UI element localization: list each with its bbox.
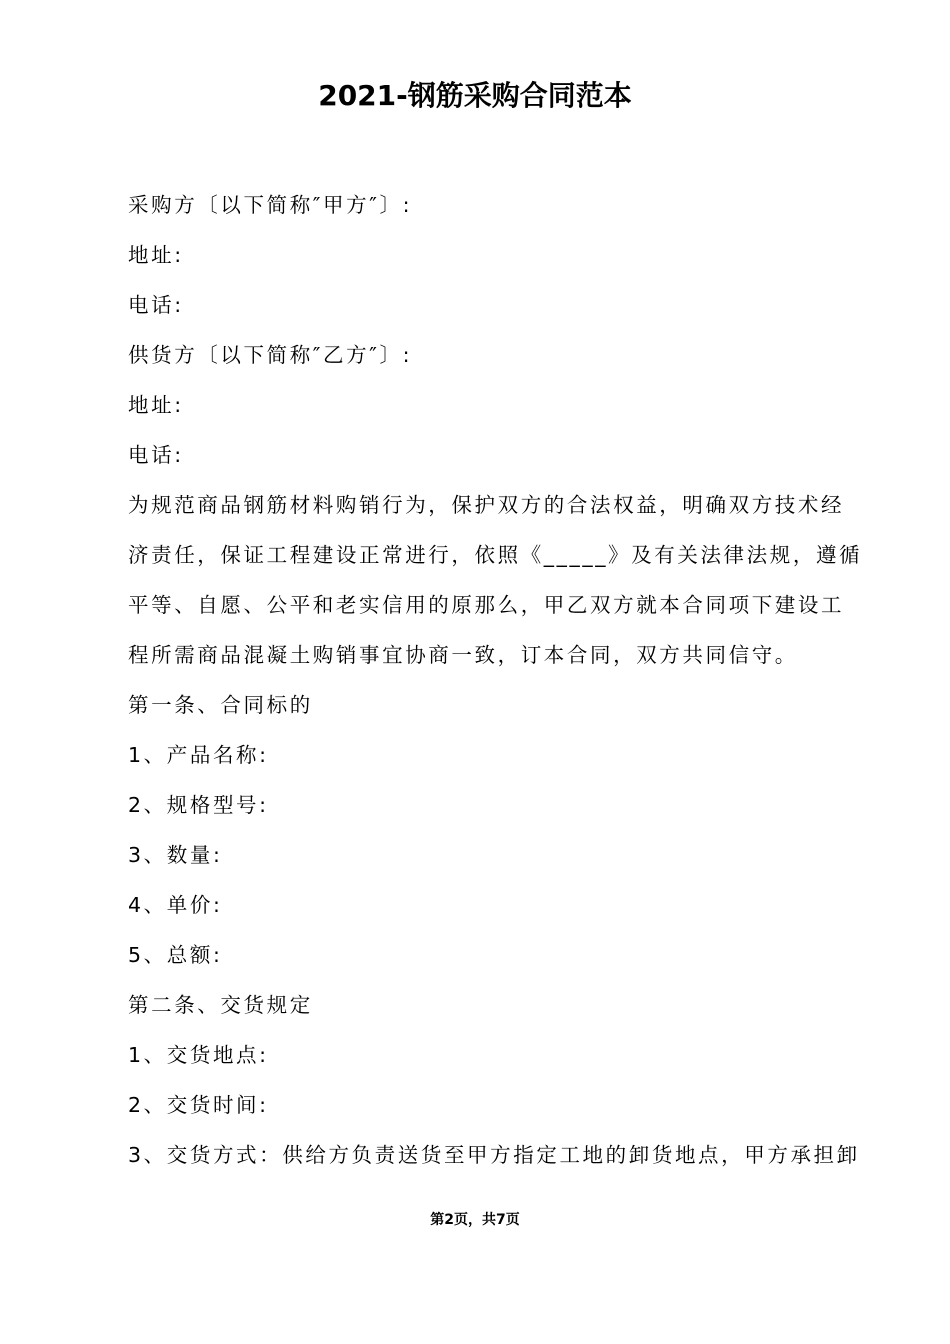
body-line: 地址: xyxy=(128,393,184,417)
body-line: 5、总额: xyxy=(128,943,223,967)
body-line: 2、交货时间: xyxy=(128,1093,269,1117)
page-number-footer: 第2页，共7页 xyxy=(430,1212,520,1228)
body-line: 4、单价: xyxy=(128,893,223,917)
body-line: 采购方〔以下简称″甲方″〕: xyxy=(128,193,413,217)
body-line: 电话: xyxy=(128,293,184,317)
body-line: 济责任，保证工程建设正常进行，依照《_____》及有关法律法规，遵循 xyxy=(128,543,863,567)
body-line: 电话: xyxy=(128,443,184,467)
body-line: 3、交货方式：供给方负责送货至甲方指定工地的卸货地点，甲方承担卸 xyxy=(128,1143,860,1167)
body-line: 1、交货地点: xyxy=(128,1043,269,1067)
body-line: 程所需商品混凝土购销事宜协商一致，订本合同，双方共同信守。 xyxy=(128,643,798,667)
body-line: 为规范商品钢筋材料购销行为，保护双方的合法权益，明确双方技术经 xyxy=(128,493,845,517)
body-line: 1、产品名称: xyxy=(128,743,269,767)
document-title: 2021-钢筋采购合同范本 xyxy=(318,79,632,112)
body-line: 供货方〔以下简称″乙方″〕: xyxy=(128,343,413,367)
document-body xyxy=(128,180,863,1180)
body-line: 地址: xyxy=(128,243,184,267)
section-heading: 第二条、交货规定 xyxy=(128,993,313,1017)
body-line: 2、规格型号: xyxy=(128,793,269,817)
section-heading: 第一条、合同标的 xyxy=(128,693,313,717)
body-line: 平等、自愿、公平和老实信用的原那么，甲乙双方就本合同项下建设工 xyxy=(128,593,845,617)
body-line: 3、数量: xyxy=(128,843,223,867)
